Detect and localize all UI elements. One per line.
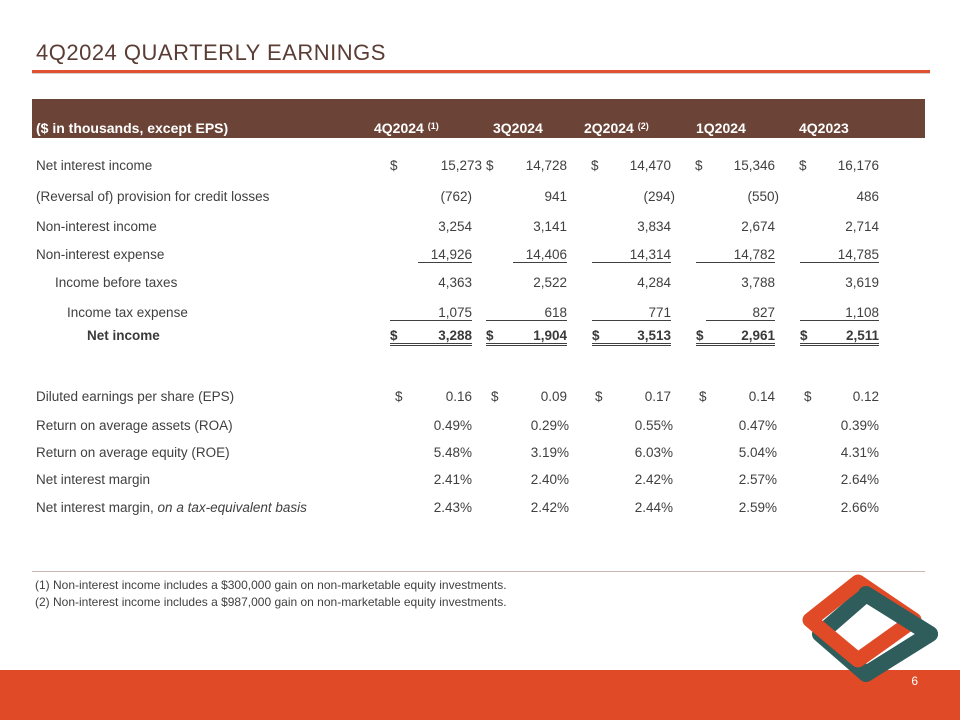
dollar-sign: $ — [395, 389, 403, 404]
cell-value: 3,619 — [845, 275, 879, 290]
cell-value: 4,363 — [438, 275, 472, 290]
row-label: Net income — [87, 328, 160, 343]
cell-value: 0.55% — [634, 418, 673, 433]
header-label: ($ in thousands, except EPS) — [36, 120, 229, 136]
cell-value: 4.31% — [840, 445, 879, 460]
row-label: Return on average equity (ROE) — [36, 445, 230, 460]
cell-value: 941 — [544, 189, 567, 204]
table-row — [0, 472, 960, 492]
cell-value: 2,714 — [845, 219, 879, 234]
cell-value: 14,785 — [800, 247, 879, 263]
dollar-sign: $ — [695, 158, 703, 173]
title-underline-shadow — [32, 73, 930, 74]
header-col-5: 4Q2023 — [799, 120, 849, 136]
table-row — [0, 418, 960, 438]
dollar-sign: $ — [799, 158, 807, 173]
cell-value: 0.39% — [840, 418, 879, 433]
row-label: Net interest margin — [36, 472, 151, 487]
row-label: Net interest margin, on a tax-equivalent basis — [36, 500, 307, 515]
cell-value: 0.09 — [540, 389, 567, 404]
cell-value: 2,522 — [533, 275, 567, 290]
row-label: Income before taxes — [55, 275, 178, 290]
dollar-sign: $ — [390, 158, 398, 173]
cell-value: 0.12 — [852, 389, 879, 404]
table-row — [0, 247, 960, 267]
cell-value: 15,273 — [440, 158, 482, 173]
cell-value: 3.19% — [530, 445, 569, 460]
cell-value: (294) — [643, 189, 675, 204]
cell-value: 2.59% — [738, 500, 777, 515]
header-col-4: 1Q2024 — [696, 120, 746, 136]
table-row — [0, 445, 960, 465]
table-row-net-income — [0, 328, 960, 348]
table-row — [0, 500, 960, 520]
cell-value: 2.41% — [433, 472, 472, 487]
cell-value: 6.03% — [634, 445, 673, 460]
cell-value: 15,346 — [733, 158, 775, 173]
table-header — [32, 99, 925, 138]
cell-value: 0.16 — [445, 389, 472, 404]
cell-value: 0.47% — [738, 418, 777, 433]
cell-value: 2.64% — [840, 472, 879, 487]
cell-value: (550) — [747, 189, 779, 204]
cell-value: 5.48% — [433, 445, 472, 460]
dollar-sign: $ — [491, 389, 499, 404]
cell-value: 14,782 — [696, 247, 775, 263]
table-row — [0, 158, 960, 178]
cell-dollar: $ 2,961 — [696, 328, 775, 346]
table-row — [0, 219, 960, 239]
cell-value: 4,284 — [637, 275, 671, 290]
footnote-1: (1) Non-interest income includes a $300,000 gain on non-marketable equity investments. — [35, 578, 507, 592]
cell-value: 14,470 — [629, 158, 671, 173]
row-label: Non-interest expense — [36, 247, 165, 262]
row-label: Diluted earnings per share (EPS) — [36, 389, 235, 404]
cell-value: 0.14 — [748, 389, 775, 404]
cell-value: 14,406 — [513, 247, 567, 263]
cell-value: 0.49% — [433, 418, 472, 433]
table-row — [0, 275, 960, 295]
dollar-sign: $ — [591, 158, 599, 173]
cell-value: 16,176 — [837, 158, 879, 173]
cell-value: 5.04% — [738, 445, 777, 460]
page-title: 4Q2024 QUARTERLY EARNINGS — [36, 40, 386, 65]
cell-value: 0.29% — [530, 418, 569, 433]
dollar-sign: $ — [804, 389, 812, 404]
cell-value: 827 — [706, 305, 775, 321]
cell-value: 3,141 — [533, 219, 567, 234]
dollar-sign: $ — [486, 158, 494, 173]
cell-value: 3,834 — [637, 219, 671, 234]
page-number: 6 — [911, 674, 918, 688]
row-label: Net interest income — [36, 158, 153, 173]
cell-value: 486 — [856, 189, 879, 204]
cell-value: 2.66% — [840, 500, 879, 515]
header-col-3: 2Q2024 $^{(2)}$ — [584, 120, 649, 136]
cell-dollar: $ 3,513 — [592, 328, 671, 346]
table-row — [0, 305, 960, 325]
cell-value: 2.43% — [433, 500, 472, 515]
row-label: Return on average assets (ROA) — [36, 418, 233, 433]
cell-value: 14,728 — [525, 158, 567, 173]
cell-value: 1,108 — [800, 305, 879, 321]
row-label: Income tax expense — [67, 305, 188, 320]
cell-value: 1,075 — [390, 305, 472, 321]
cell-dollar: $ 1,904 — [486, 328, 567, 346]
cell-value: 3,788 — [741, 275, 775, 290]
cell-value: 3,254 — [438, 219, 472, 234]
row-label: (Reversal of) provision for credit losses — [36, 189, 270, 204]
cell-value: 14,926 — [418, 247, 472, 263]
header-col-1: 4Q2024 $^{(1)}$ — [374, 120, 439, 136]
cell-value: 0.17 — [644, 389, 671, 404]
cell-dollar: $ 2,511 — [800, 328, 879, 346]
table-row — [0, 389, 960, 409]
row-label: Non-interest income — [36, 219, 157, 234]
cell-dollar: $ 3,288 — [390, 328, 472, 346]
cell-value: 2.40% — [530, 472, 569, 487]
cell-value: 2.57% — [738, 472, 777, 487]
cell-value: 2.44% — [634, 500, 673, 515]
cell-value: 771 — [592, 305, 671, 321]
footnote-2: (2) Non-interest income includes a $987,000 gain on non-marketable equity investments. — [35, 595, 507, 609]
cell-value: (762) — [440, 189, 472, 204]
cell-value: 2,674 — [741, 219, 775, 234]
header-col-2: 3Q2024 — [493, 120, 543, 136]
dollar-sign: $ — [595, 389, 603, 404]
cell-value: 618 — [486, 305, 567, 321]
company-logo — [802, 570, 942, 690]
cell-value: 2.42% — [530, 500, 569, 515]
cell-value: 14,314 — [592, 247, 671, 263]
table-row — [0, 189, 960, 209]
footnote-divider — [32, 571, 925, 572]
dollar-sign: $ — [699, 389, 707, 404]
cell-value: 2.42% — [634, 472, 673, 487]
